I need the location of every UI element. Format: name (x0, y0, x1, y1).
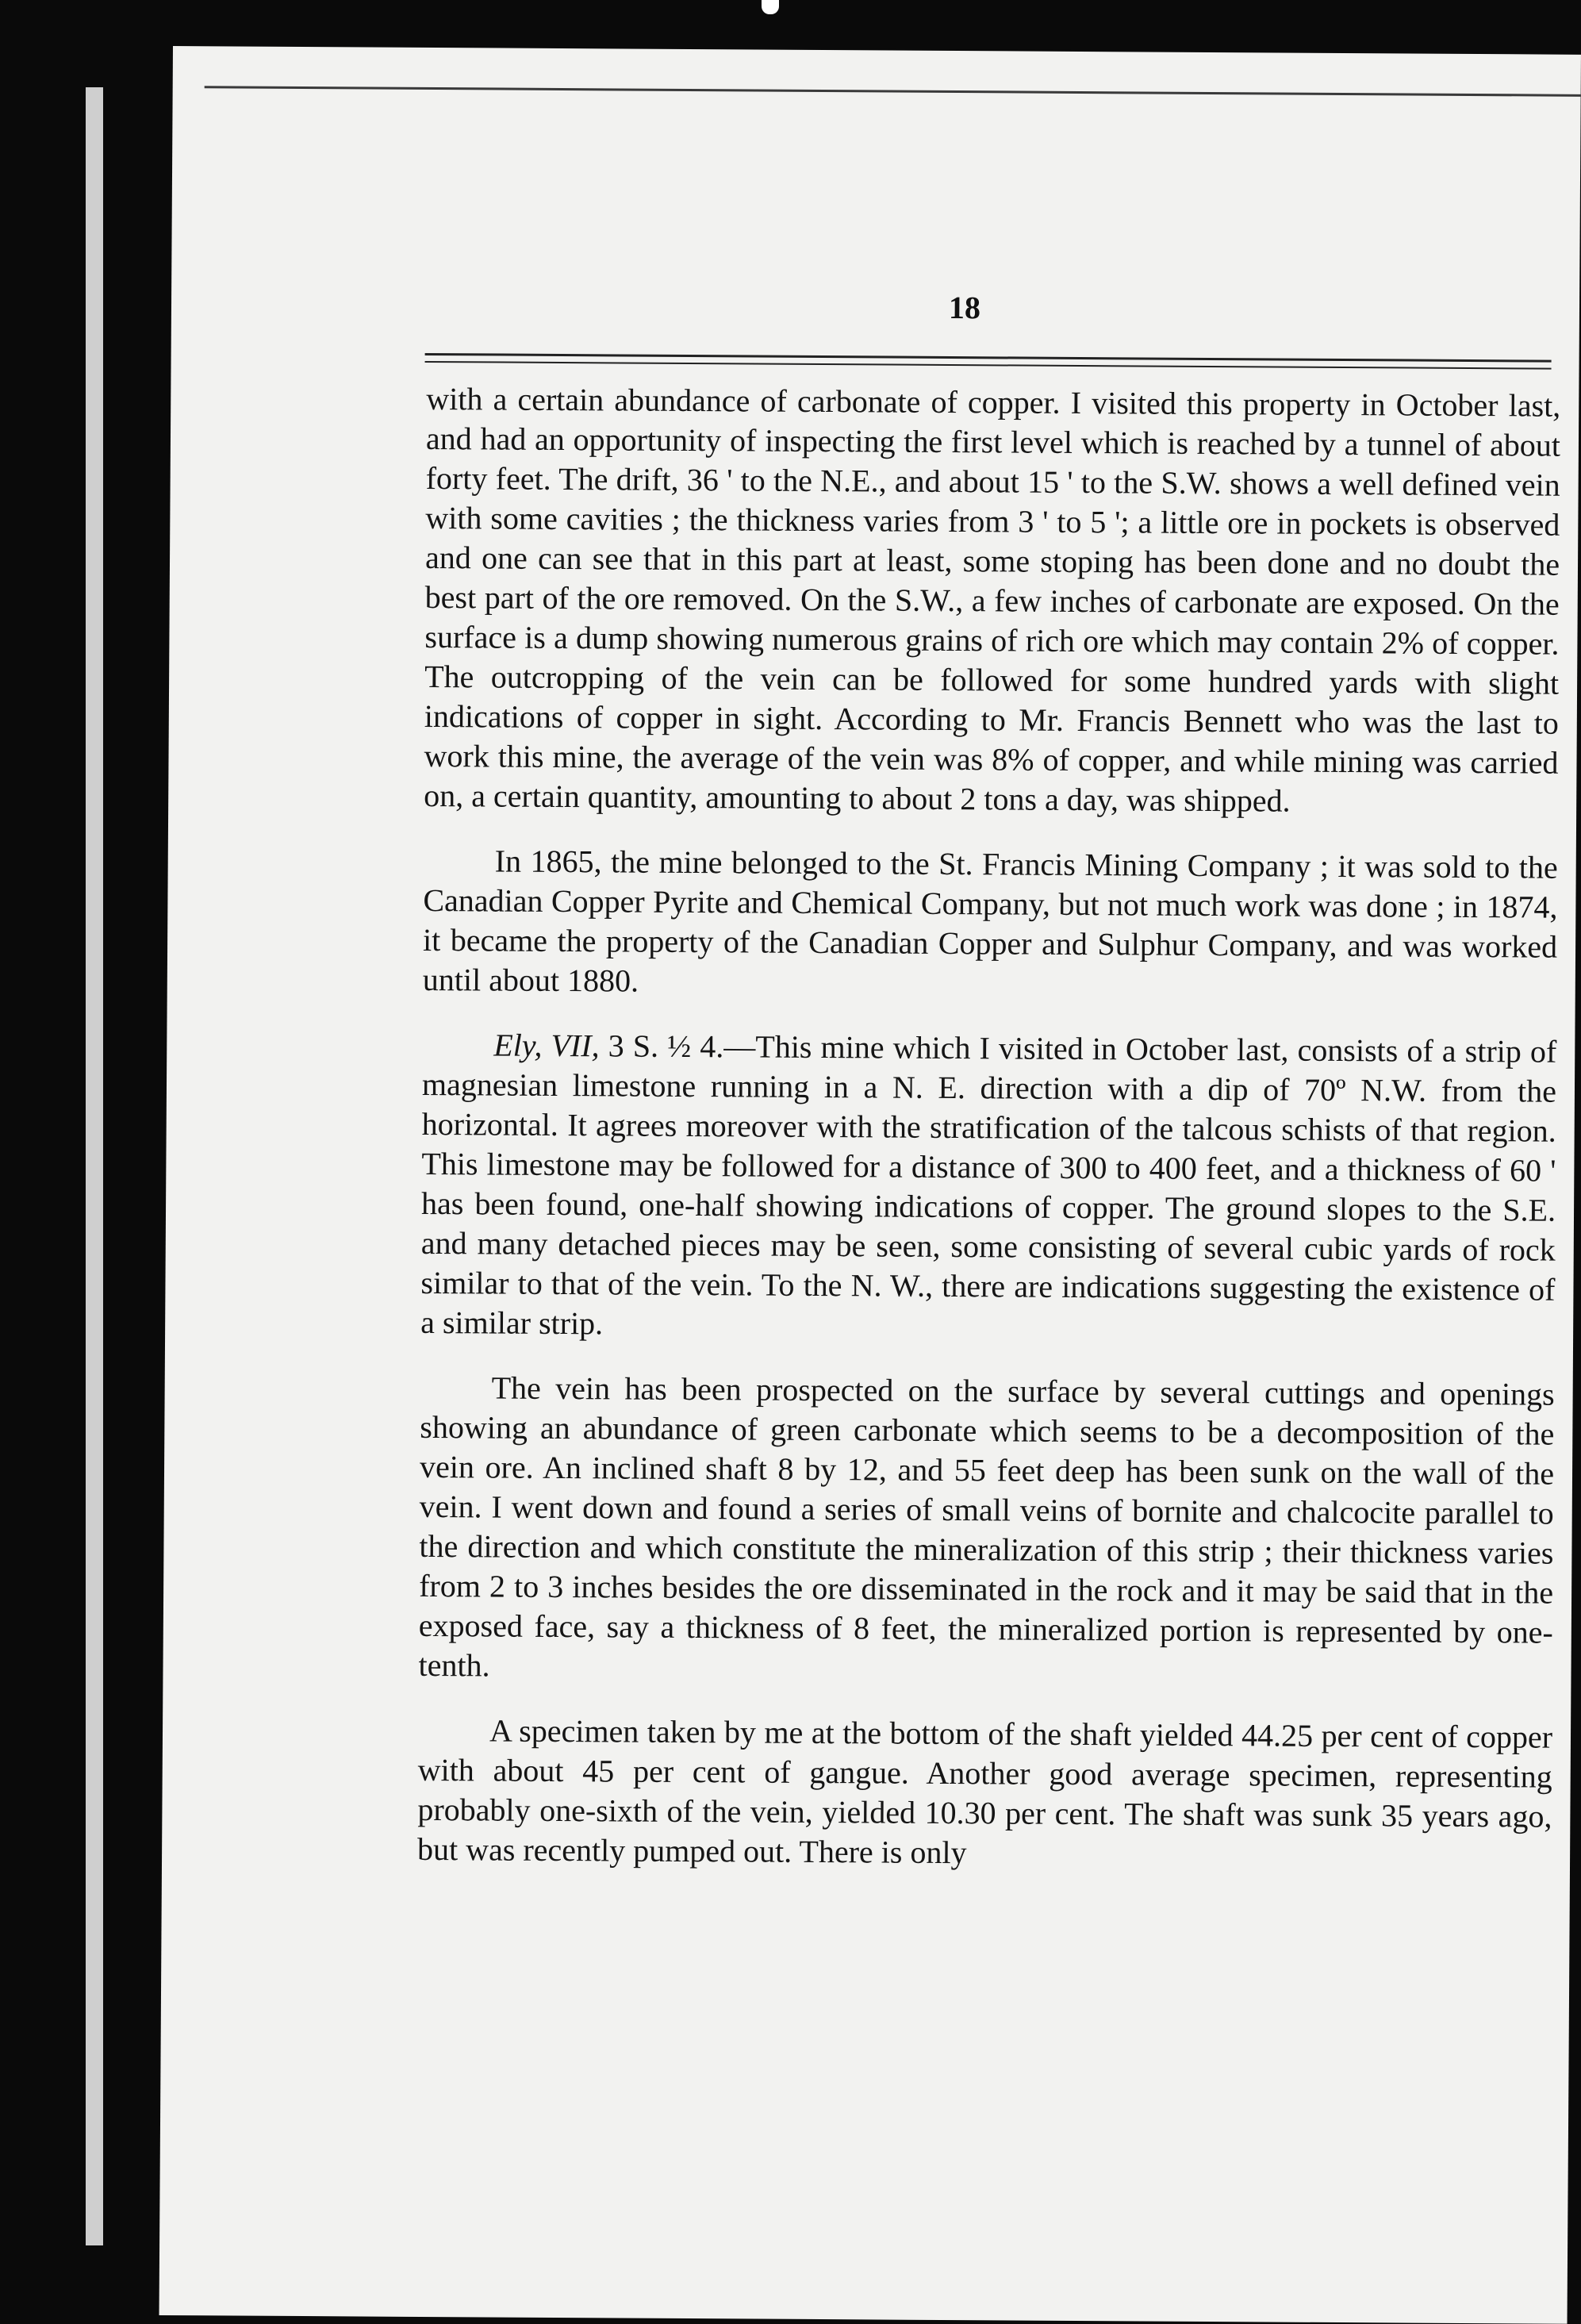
paragraph (423, 841, 1558, 1007)
paragraph (420, 1025, 1556, 1350)
paragraph-text: with a certain abundance of carbonate of copper. I visited this property in October last, and had an opportunity of inspecting the first level which is reached by a tunnel of about forty feet. The drift, 36 ' to the N.E., and about 15 ' to the S.W. shows a well defined vein with some cavities ; the thickness varies from 3 ' to 5 '; a little ore in pockets is observed and one can see that in this part at least, some stoping has been done and no doubt the best part of the ore removed. On the S.W., a few inches of carbonate are exposed. On the surface is a dump showing numerous grains of rich ore which may contain 2% of copper. The outcropping of the vein can be followed for some hundred yards with slight indications of copper in sight. According to Mr. Francis Bennett who was the last to work this mine, the average of the vein was 8% of copper, and while mining was carried on, a certain quantity, amounting to about 2 tons a day, was shipped. (424, 380, 1561, 819)
page-top-border (205, 86, 1581, 97)
paragraph-text: In 1865, the mine belonged to the St. Francis Mining Company ; it was sold to the Canadian Copper Pyrite and Chemical Company, but not much work was done ; in 1874, it became the property of the Canadian Copper and Sulphur Company, and was worked until about 1880. (422, 843, 1558, 999)
document-page (159, 46, 1581, 2324)
location-reference: Ely, VII, (493, 1027, 600, 1064)
paragraph (418, 1368, 1554, 1692)
header-rule-thin (425, 361, 1552, 370)
scan-left-edge (86, 87, 103, 2245)
paragraph (417, 1711, 1552, 1876)
header-rule (425, 353, 1552, 363)
paragraph-text: 3 S. ½ 4.—This mine which I visited in October last, consists of a strip of magnesian limestone running in a N. E. direction with a dip of 70º N.W. from the horizontal. It agrees moreover with the stratification of the talcous schists of that region. This limestone may be followed for a distance of 300 to 400 feet, and a thickness of 60 ' has been found, one-half showing indications of copper. The ground slopes to the S.E. and many detached pieces may be seen, some consisting of several cubic yards of rock similar to that of the vein. To the N. W., there are indications suggesting the existence of a similar strip. (420, 1028, 1557, 1342)
paragraph-text: A specimen taken by me at the bottom of the shaft yielded 44.25 per cent of copper with about 45 per cent of gangue. Another good average specimen, representing probably one-sixth of the vein, yielded 10.30 per cent. The shaft was sunk 35 years ago, but was recently pumped out. There is only (416, 1712, 1553, 1871)
paragraph (424, 379, 1560, 823)
scan-top-notch (762, 0, 779, 14)
body-text (417, 379, 1561, 1902)
page-number: 18 (948, 289, 981, 326)
paragraph-text: The vein has been prospected on the surface by several cuttings and openings showing an abundance of green carbonate which seems to be a decomposition of the vein ore. An inclined shaft 8 by 12, and 55 feet deep has been sunk on the wall of the vein. I went down and found a series of small veins of bornite and chalcocite parallel to the direction and which constitute the mineralization of this strip ; their thickness varies from 2 to 3 inches besides the ore disseminated in the rock and it may be said that in the exposed face, say a thickness of 8 feet, the mineralized portion is represented by one-tenth. (418, 1369, 1555, 1684)
